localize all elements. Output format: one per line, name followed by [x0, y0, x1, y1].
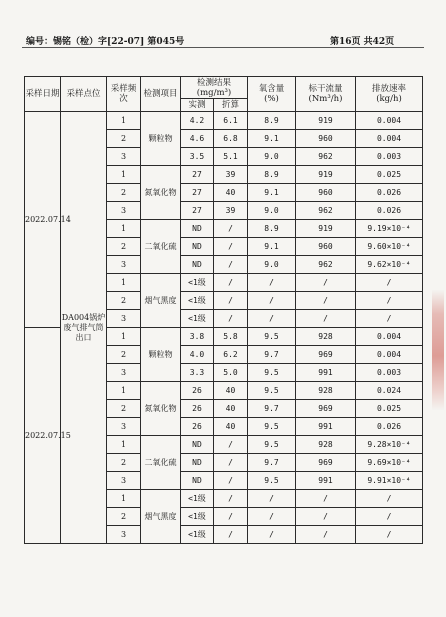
measured-cell: ND: [181, 436, 214, 454]
frequency-cell: 2: [107, 400, 141, 418]
frequency-cell: 2: [107, 292, 141, 310]
oxygen-cell: /: [248, 490, 296, 508]
converted-cell: /: [214, 220, 248, 238]
frequency-cell: 2: [107, 454, 141, 472]
converted-cell: /: [214, 472, 248, 490]
oxygen-cell: 9.7: [248, 400, 296, 418]
emission-rate-cell: 0.004: [356, 130, 423, 148]
converted-cell: 6.2: [214, 346, 248, 364]
flow-cell: 991: [296, 472, 356, 490]
measured-cell: 27: [181, 166, 214, 184]
emission-rate-cell: 9.28×10⁻⁴: [356, 436, 423, 454]
measured-cell: 26: [181, 400, 214, 418]
header-oxygen: [248, 77, 296, 112]
emission-rate-cell: 0.025: [356, 166, 423, 184]
sampling-point-cell: DA004锅炉废气排气筒出口: [61, 112, 107, 544]
converted-cell: /: [214, 508, 248, 526]
test-item-cell: 烟气黑度: [141, 490, 181, 544]
measured-cell: ND: [181, 220, 214, 238]
converted-cell: 5.0: [214, 364, 248, 382]
measured-cell: 27: [181, 202, 214, 220]
oxygen-cell: 9.0: [248, 256, 296, 274]
converted-cell: 40: [214, 418, 248, 436]
measured-cell: 27: [181, 184, 214, 202]
sampling-date-cell: 2022.07.14: [25, 112, 61, 328]
oxygen-cell: 9.5: [248, 472, 296, 490]
test-item-cell: 颗粒物: [141, 112, 181, 166]
emission-rate-cell: 0.026: [356, 184, 423, 202]
header-test-item: 检测项目: [141, 77, 181, 112]
oxygen-cell: 9.7: [248, 454, 296, 472]
oxygen-cell: 9.5: [248, 418, 296, 436]
oxygen-cell: 9.7: [248, 346, 296, 364]
converted-cell: /: [214, 436, 248, 454]
flow-cell: 962: [296, 202, 356, 220]
flow-cell: 928: [296, 328, 356, 346]
oxygen-cell: /: [248, 526, 296, 544]
measured-cell: <1级: [181, 526, 214, 544]
header-test-result-label: 检测结果: [196, 77, 231, 88]
measured-cell: ND: [181, 238, 214, 256]
oxygen-cell: 8.9: [248, 166, 296, 184]
page-info: 第16页 共42页: [330, 37, 395, 47]
converted-cell: /: [214, 256, 248, 274]
frequency-cell: 3: [107, 418, 141, 436]
frequency-cell: 2: [107, 130, 141, 148]
converted-cell: 6.1: [214, 112, 248, 130]
flow-cell: /: [296, 508, 356, 526]
header-emission-rate: [356, 77, 423, 112]
oxygen-cell: /: [248, 508, 296, 526]
flow-cell: /: [296, 274, 356, 292]
converted-cell: /: [214, 238, 248, 256]
converted-cell: /: [214, 274, 248, 292]
emission-rate-cell: 0.026: [356, 202, 423, 220]
oxygen-cell: 9.1: [248, 184, 296, 202]
header-sampling-frequency: 采样频次: [107, 77, 141, 112]
converted-cell: /: [214, 490, 248, 508]
header-flow-unit: (Nm³/h): [308, 94, 343, 104]
header-converted: 折算: [214, 99, 248, 112]
flow-cell: /: [296, 490, 356, 508]
emission-rate-cell: 0.024: [356, 382, 423, 400]
converted-cell: 39: [214, 166, 248, 184]
measured-cell: 3.5: [181, 148, 214, 166]
emission-rate-cell: 9.69×10⁻⁴: [356, 454, 423, 472]
emission-rate-cell: 0.003: [356, 364, 423, 382]
measured-cell: 4.6: [181, 130, 214, 148]
measured-cell: ND: [181, 256, 214, 274]
frequency-cell: 2: [107, 184, 141, 202]
frequency-cell: 2: [107, 508, 141, 526]
header-divider: [22, 47, 424, 48]
measured-cell: 26: [181, 418, 214, 436]
frequency-cell: 1: [107, 112, 141, 130]
oxygen-cell: 9.0: [248, 202, 296, 220]
oxygen-cell: 9.5: [248, 328, 296, 346]
test-item-cell: 氮氧化物: [141, 166, 181, 220]
flow-cell: 928: [296, 436, 356, 454]
frequency-cell: 3: [107, 526, 141, 544]
header-emission-label: 排放速率: [371, 84, 406, 94]
oxygen-cell: 8.9: [248, 112, 296, 130]
emission-rate-cell: 0.004: [356, 346, 423, 364]
converted-cell: 40: [214, 382, 248, 400]
flow-cell: 960: [296, 184, 356, 202]
flow-cell: 919: [296, 166, 356, 184]
document-number: 编号：锡铭（检）字[22-07] 第045号: [26, 37, 185, 47]
emission-rate-cell: 0.025: [356, 400, 423, 418]
emission-rate-cell: 9.62×10⁻⁴: [356, 256, 423, 274]
frequency-cell: 1: [107, 436, 141, 454]
flow-cell: 969: [296, 400, 356, 418]
measured-cell: 4.0: [181, 346, 214, 364]
header-test-result-unit: (mg/m³): [196, 87, 232, 98]
header-flow-label: 标干流量: [308, 84, 343, 94]
measured-cell: ND: [181, 472, 214, 490]
emission-rate-cell: /: [356, 274, 423, 292]
test-item-cell: 氮氧化物: [141, 382, 181, 436]
header-sampling-date: 采样日期: [25, 77, 61, 112]
header-test-result: [181, 77, 248, 99]
converted-cell: /: [214, 526, 248, 544]
measured-cell: <1级: [181, 490, 214, 508]
emission-rate-cell: /: [356, 508, 423, 526]
oxygen-cell: 8.9: [248, 220, 296, 238]
flow-cell: 919: [296, 220, 356, 238]
flow-cell: 928: [296, 382, 356, 400]
test-item-cell: 颗粒物: [141, 328, 181, 382]
converted-cell: /: [214, 310, 248, 328]
frequency-cell: 3: [107, 148, 141, 166]
frequency-cell: 3: [107, 310, 141, 328]
emission-rate-cell: /: [356, 490, 423, 508]
frequency-cell: 2: [107, 346, 141, 364]
converted-cell: 40: [214, 400, 248, 418]
converted-cell: 39: [214, 202, 248, 220]
emission-rate-cell: 9.91×10⁻⁴: [356, 472, 423, 490]
oxygen-cell: 9.0: [248, 148, 296, 166]
flow-cell: /: [296, 292, 356, 310]
emission-rate-cell: 9.60×10⁻⁴: [356, 238, 423, 256]
frequency-cell: 3: [107, 472, 141, 490]
converted-cell: /: [214, 454, 248, 472]
flow-cell: 969: [296, 454, 356, 472]
emission-rate-cell: 0.004: [356, 112, 423, 130]
frequency-cell: 3: [107, 364, 141, 382]
converted-cell: /: [214, 292, 248, 310]
oxygen-cell: 9.5: [248, 364, 296, 382]
flow-cell: 991: [296, 364, 356, 382]
header-flow: [296, 77, 356, 112]
emission-rate-cell: /: [356, 310, 423, 328]
measured-cell: <1级: [181, 310, 214, 328]
oxygen-cell: /: [248, 274, 296, 292]
frequency-cell: 1: [107, 220, 141, 238]
measured-cell: <1级: [181, 292, 214, 310]
converted-cell: 6.8: [214, 130, 248, 148]
flow-cell: 969: [296, 346, 356, 364]
measured-cell: 4.2: [181, 112, 214, 130]
emission-rate-cell: 0.026: [356, 418, 423, 436]
test-item-cell: 二氧化硫: [141, 436, 181, 490]
flow-cell: 960: [296, 130, 356, 148]
measured-cell: <1级: [181, 508, 214, 526]
emission-rate-cell: /: [356, 526, 423, 544]
converted-cell: 5.8: [214, 328, 248, 346]
frequency-cell: 1: [107, 328, 141, 346]
flow-cell: 991: [296, 418, 356, 436]
oxygen-cell: 9.1: [248, 130, 296, 148]
measured-cell: ND: [181, 454, 214, 472]
oxygen-cell: 9.1: [248, 238, 296, 256]
measured-cell: 3.8: [181, 328, 214, 346]
sampling-date-cell: 2022.07.15: [25, 328, 61, 544]
flow-cell: 962: [296, 148, 356, 166]
oxygen-cell: /: [248, 292, 296, 310]
converted-cell: 40: [214, 184, 248, 202]
measured-cell: 3.3: [181, 364, 214, 382]
oxygen-cell: 9.5: [248, 382, 296, 400]
header-measured: 实测: [181, 99, 214, 112]
header-emission-unit: (kg/h): [376, 94, 402, 104]
emission-rate-cell: 0.003: [356, 148, 423, 166]
frequency-cell: 2: [107, 238, 141, 256]
header-sampling-point: 采样点位: [61, 77, 107, 112]
frequency-cell: 1: [107, 166, 141, 184]
test-item-cell: 二氧化硫: [141, 220, 181, 274]
measured-cell: 26: [181, 382, 214, 400]
frequency-cell: 1: [107, 274, 141, 292]
converted-cell: 5.1: [214, 148, 248, 166]
header-oxygen-unit: (%): [264, 94, 279, 104]
frequency-cell: 3: [107, 256, 141, 274]
oxygen-cell: /: [248, 310, 296, 328]
flow-cell: 960: [296, 238, 356, 256]
emission-rate-cell: 9.19×10⁻⁴: [356, 220, 423, 238]
emission-rate-cell: /: [356, 292, 423, 310]
frequency-cell: 1: [107, 490, 141, 508]
oxygen-cell: 9.5: [248, 436, 296, 454]
test-item-cell: 烟气黑度: [141, 274, 181, 328]
flow-cell: /: [296, 310, 356, 328]
frequency-cell: 1: [107, 382, 141, 400]
frequency-cell: 3: [107, 202, 141, 220]
emission-rate-cell: 0.004: [356, 328, 423, 346]
emission-results-table: [24, 76, 423, 544]
flow-cell: 919: [296, 112, 356, 130]
seal-stamp-edge: [432, 290, 444, 410]
flow-cell: 962: [296, 256, 356, 274]
measured-cell: <1级: [181, 274, 214, 292]
header-oxygen-label: 氧含量: [258, 84, 285, 94]
table-row: [25, 112, 423, 130]
flow-cell: /: [296, 526, 356, 544]
